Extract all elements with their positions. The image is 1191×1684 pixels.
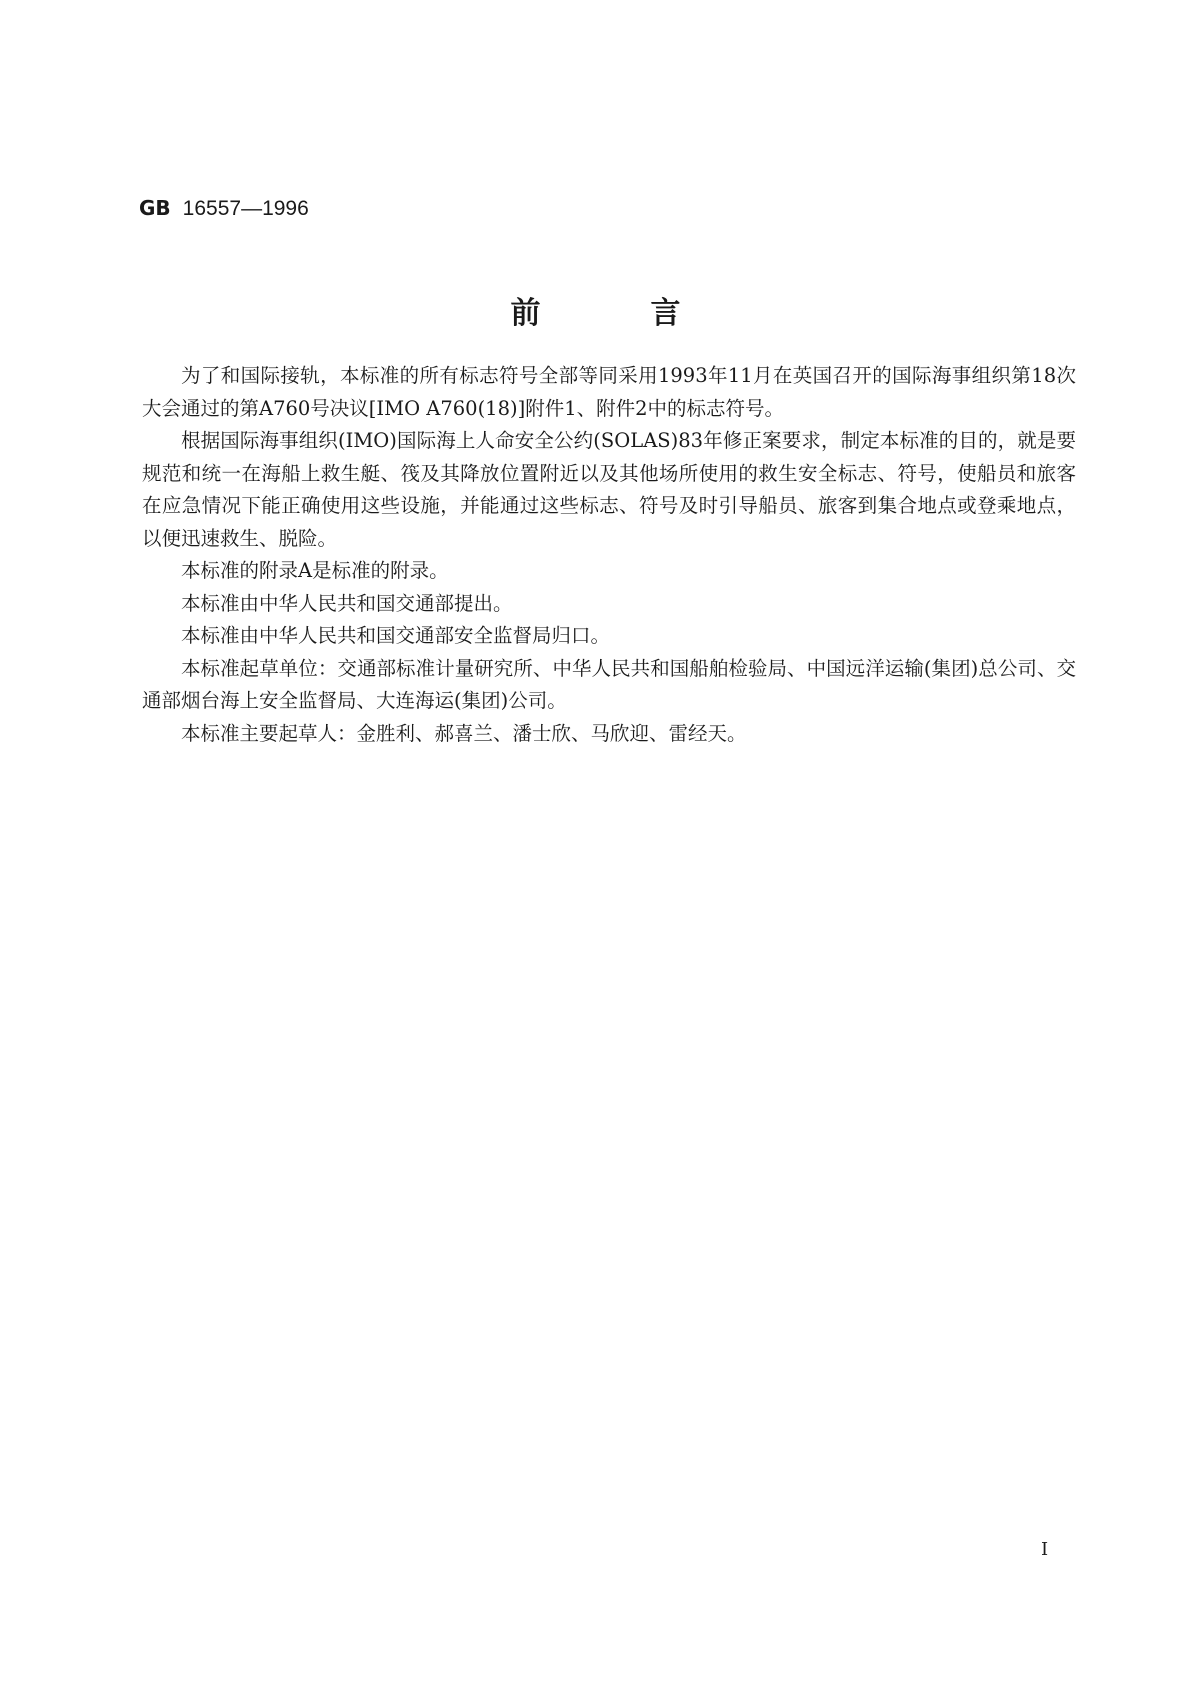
standard-number: 16557—1996 — [182, 197, 309, 220]
paragraph-purpose: 根据国际海事组织(IMO)国际海上人命安全公约(SOLAS)83年修正案要求，制定本标准的目的，就是要规范和统一在海船上救生艇、筏及其降放位置附近以及其他场所使用的救生安全标志、符号，使船员和旅客在应急情况下能正确使用这些设施，并能通过这些标志、符号及时引导船员、旅客到集合地点或登乘地点，以便迅速救生、脱险。 — [142, 429, 1076, 550]
paragraph-drafting-units: 本标准起草单位：交通部标准计量研究所、中华人民共和国船舶检验局、中国远洋运输(集团)总公司、交通部烟台海上安全监督局、大连海运(集团)公司。 — [142, 656, 1076, 712]
page-title: 前言 — [510, 296, 791, 331]
standard-code: GB — [139, 196, 171, 220]
paragraph-proposer: 本标准由中华人民共和国交通部提出。 — [181, 591, 513, 615]
paragraph-appendix: 本标准的附录A是标准的附录。 — [181, 559, 449, 582]
paragraph-drafters: 本标准主要起草人：金胜利、郝喜兰、潘士欣、马欣迎、雷经天。 — [181, 721, 747, 745]
paragraph-administrator: 本标准由中华人民共和国交通部安全监督局归口。 — [181, 624, 611, 647]
page-number: I — [1041, 1539, 1049, 1560]
paragraph-adoption: 为了和国际接轨，本标准的所有标志符号全部等同采用1993年11月在英国召开的国际海事组织第18次大会通过的第A760号决议[IMO A760(18)]附件1、附件2中的标志符号。 — [142, 364, 1076, 420]
foreword-body — [142, 360, 1076, 750]
document-header — [139, 196, 309, 221]
